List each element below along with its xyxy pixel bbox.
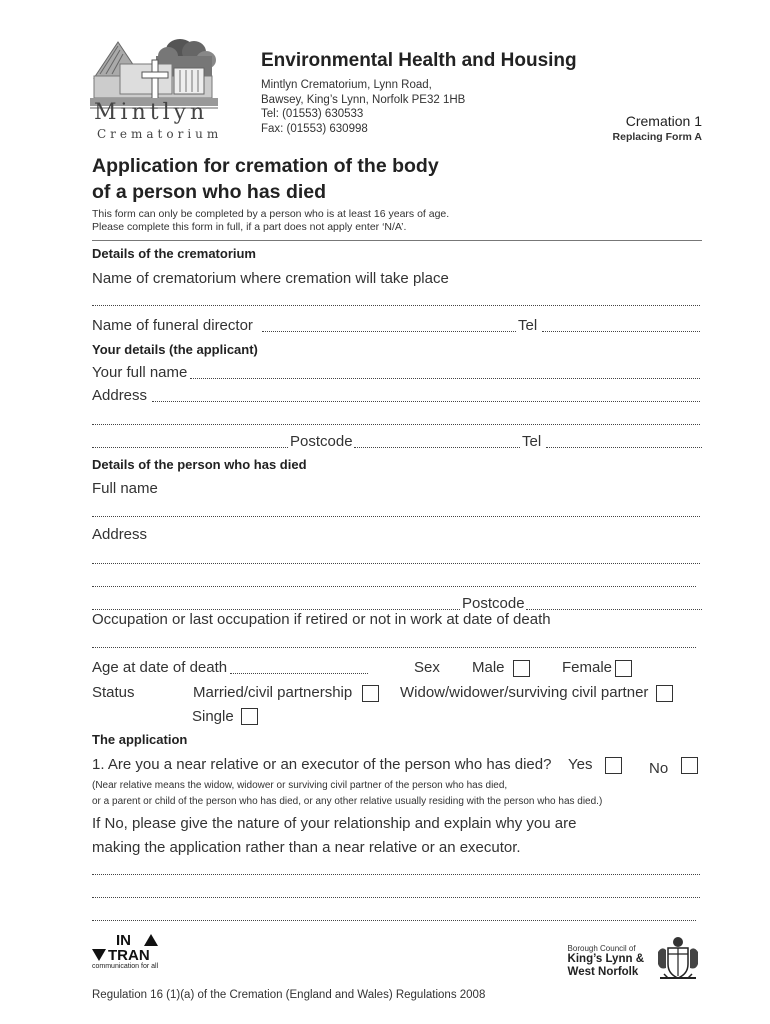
- divider: [92, 240, 702, 241]
- deceased-fullname-field[interactable]: [92, 516, 700, 517]
- applicant-tel-label: Tel: [522, 433, 542, 450]
- explain-field-3[interactable]: [92, 920, 696, 921]
- deceased-address-field[interactable]: [92, 563, 700, 564]
- no-checkbox[interactable]: [681, 757, 698, 774]
- widow-checkbox[interactable]: [656, 685, 673, 702]
- occupation-label: Occupation or last occupation if retired or not in work at date of death: [92, 611, 551, 628]
- address-line: Tel: (01553) 630533: [261, 108, 364, 120]
- male-label: Male: [472, 659, 505, 676]
- section-heading-deceased: Details of the person who has died: [92, 457, 307, 472]
- logo-subname: Crematorium: [97, 127, 223, 141]
- female-label: Female: [562, 659, 613, 676]
- intran-in: IN: [116, 932, 131, 949]
- page-title: [92, 153, 439, 205]
- applicant-address-field-3[interactable]: [92, 447, 288, 448]
- council-small: Borough Council of: [567, 944, 636, 953]
- section-heading-crematorium: Details of the crematorium: [92, 246, 256, 261]
- director-tel-label: Tel: [518, 317, 538, 334]
- yes-label: Yes: [568, 756, 593, 773]
- sex-label: Sex: [414, 659, 440, 676]
- age-field[interactable]: [230, 673, 368, 674]
- explain-field-1[interactable]: [92, 874, 700, 875]
- intran-tagline: communication for all: [92, 963, 159, 970]
- near-relative-note-2: or a parent or child of the person who has died, or any other relative usually residing with the person who has died.): [92, 796, 603, 807]
- married-label: Married/civil partnership: [193, 684, 353, 701]
- yes-checkbox[interactable]: [605, 757, 622, 774]
- question-1: 1. Are you a near relative or an executor of the person who has died?: [92, 756, 552, 773]
- single-label: Single: [192, 708, 234, 725]
- married-checkbox[interactable]: [362, 685, 379, 702]
- near-relative-note-1: (Near relative means the widow, widower or surviving civil partner of the person who has died,: [92, 780, 508, 791]
- department-address: [261, 78, 465, 136]
- up-triangle-icon: [144, 934, 158, 946]
- widow-label: Widow/widower/surviving civil partner: [400, 684, 649, 701]
- director-tel-field[interactable]: [542, 331, 700, 332]
- age-label: Age at date of death: [92, 659, 228, 676]
- department-title: Environmental Health and Housing: [261, 50, 577, 71]
- male-checkbox[interactable]: [513, 660, 530, 677]
- applicant-address-field[interactable]: [152, 401, 700, 402]
- crematorium-name-label: Name of crematorium where cremation will take place: [92, 270, 449, 287]
- intro-text: [92, 208, 449, 234]
- applicant-tel-field[interactable]: [546, 447, 702, 448]
- deceased-address-field-2[interactable]: [92, 586, 696, 587]
- section-heading-applicant: Your details (the applicant): [92, 342, 258, 357]
- intran-logo: [92, 932, 182, 974]
- explain-field-2[interactable]: [92, 897, 700, 898]
- intran-tran: TRAN: [108, 947, 150, 964]
- explain-line-1: If No, please give the nature of your relationship and explain why you are: [92, 815, 577, 832]
- council-line-2: West Norfolk: [567, 966, 639, 978]
- single-checkbox[interactable]: [241, 708, 258, 725]
- applicant-fullname-field[interactable]: [190, 378, 700, 379]
- no-label: No: [649, 760, 669, 777]
- intro-line-1: This form can only be completed by a person who is at least 16 years of age.: [92, 208, 450, 220]
- applicant-postcode-field[interactable]: [354, 447, 520, 448]
- address-line: Bawsey, King’s Lynn, Norfolk PE32 1HB: [261, 93, 466, 106]
- explain-line-2: making the application rather than a near relative or an executor.: [92, 839, 521, 856]
- deceased-postcode-label: Postcode: [462, 595, 525, 612]
- form-id: Cremation 1: [625, 113, 702, 129]
- section-heading-application: The application: [92, 732, 188, 747]
- address-line: Mintlyn Crematorium, Lynn Road,: [261, 79, 432, 91]
- deceased-postcode-field[interactable]: [526, 609, 702, 610]
- deceased-address-label: Address: [92, 526, 148, 543]
- status-label: Status: [92, 684, 135, 701]
- replacing-form: Replacing Form A: [612, 131, 702, 143]
- council-line-1: King’s Lynn &: [567, 953, 644, 965]
- occupation-field[interactable]: [92, 647, 696, 648]
- funeral-director-field[interactable]: [262, 331, 516, 332]
- applicant-address-field-2[interactable]: [92, 424, 700, 425]
- council-crest-icon: [654, 934, 702, 984]
- crematorium-name-field[interactable]: [92, 305, 700, 306]
- logo-name: Mintlyn: [94, 100, 209, 125]
- regulation-text: Regulation 16 (1)(a) of the Cremation (England and Wales) Regulations 2008: [92, 989, 486, 1001]
- female-checkbox[interactable]: [615, 660, 632, 677]
- applicant-fullname-label: Your full name: [92, 364, 188, 381]
- intro-line-2: Please complete this form in full, if a part does not apply enter ‘N/A’.: [92, 221, 407, 233]
- deceased-address-field-3[interactable]: [92, 609, 460, 610]
- address-line: Fax: (01553) 630998: [261, 122, 368, 135]
- council-text: [568, 944, 644, 979]
- funeral-director-label: Name of funeral director: [92, 317, 253, 334]
- applicant-address-label: Address: [92, 387, 148, 404]
- down-triangle-icon: [92, 949, 106, 961]
- deceased-fullname-label: Full name: [92, 480, 158, 497]
- title-line-1: Application for cremation of the body: [92, 155, 439, 177]
- title-line-2: of a person who has died: [92, 181, 327, 203]
- applicant-postcode-label: Postcode: [290, 433, 353, 450]
